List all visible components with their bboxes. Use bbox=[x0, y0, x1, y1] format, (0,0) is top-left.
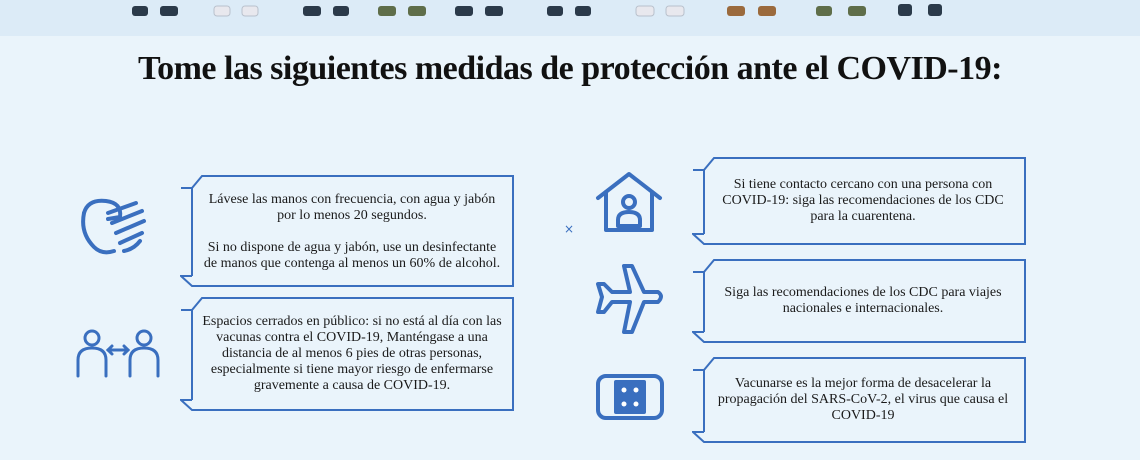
house-person-icon bbox=[594, 170, 664, 234]
vaccine-card bbox=[692, 356, 1028, 444]
people-feet-banner bbox=[0, 0, 1140, 36]
quarantine-text: Si tiene contacto cercano con una persona con COVID-19: siga las recomendaciones de los CDC para la cuarentena. bbox=[722, 177, 1004, 224]
handwash-text-1: Lávese las manos con frecuencia, con agua y jabón por lo menos 20 segundos. bbox=[208, 192, 496, 223]
travel-text: Siga las recomendaciones de los CDC para viajes nacionales e internacionales. bbox=[724, 285, 1002, 316]
distance-card bbox=[180, 296, 516, 412]
vaccine-text: Vacunarse es la mejor forma de desacelerar la propagación del SARS-CoV-2, el virus que causa el COVID-19 bbox=[717, 376, 1009, 423]
handwash-text-2: Si no dispone de agua y jabón, use un desinfectante de manos que contenga al menos un 60% de alcohol. bbox=[203, 240, 501, 271]
airplane-icon bbox=[594, 262, 666, 336]
feet-illustration bbox=[0, 0, 1140, 36]
travel-card bbox=[692, 258, 1028, 344]
quarantine-card bbox=[692, 156, 1028, 246]
separator-mark: × bbox=[564, 222, 575, 236]
bandage-icon bbox=[596, 374, 664, 420]
social-distance-icon bbox=[74, 328, 162, 380]
hands-washing-icon bbox=[78, 193, 158, 265]
distance-text: Espacios cerrados en público: si no está al día con las vacunas contra el COVID-19, Manténgase a una distancia de al menos 6 pies de otras personas, especialmente si tiene mayor riesgo de enfermarse gravemente a causa de COVID-19. bbox=[202, 314, 502, 393]
handwash-card bbox=[180, 174, 516, 288]
page-title: Tome las siguientes medidas de protección ante el COVID-19: bbox=[138, 50, 1002, 87]
